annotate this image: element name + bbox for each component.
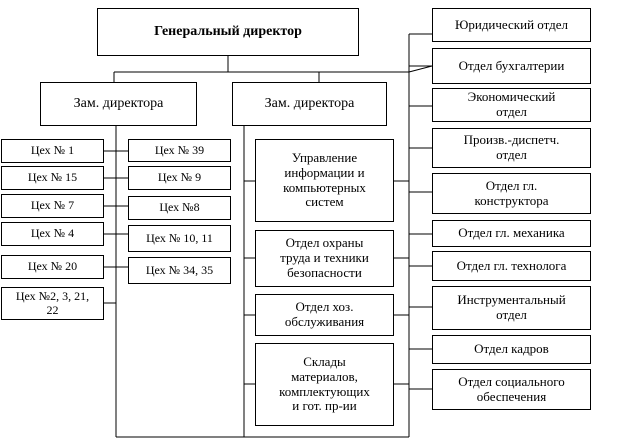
dept-legal: Юридический отдел: [432, 8, 591, 42]
workshop-7: Цех № 7: [1, 194, 104, 218]
workshop-15: Цех № 15: [1, 166, 104, 190]
dept-economic: Экономический отдел: [432, 88, 591, 122]
dept-info-computer-systems: Управление информации и компьютерных систем: [255, 139, 394, 222]
workshop-10-11: Цех № 10, 11: [128, 225, 231, 252]
deputy-director-right: Зам. директора: [232, 82, 387, 126]
workshop-1: Цех № 1: [1, 139, 104, 163]
dept-labor-safety: Отдел охраны труда и техники безопасности: [255, 230, 394, 287]
dept-social-security: Отдел социального обеспечения: [432, 369, 591, 410]
workshop-9: Цех № 9: [128, 166, 231, 190]
dept-chief-technologist: Отдел гл. технолога: [432, 251, 591, 281]
workshop-8: Цех №8: [128, 196, 231, 220]
workshop-34-35: Цех № 34, 35: [128, 257, 231, 284]
dept-tooling: Инструментальный отдел: [432, 286, 591, 330]
dept-warehouses: Склады материалов, комплектующих и гот. пр-ии: [255, 343, 394, 426]
dept-accounting: Отдел бухгалтерии: [432, 48, 591, 84]
dept-hr: Отдел кадров: [432, 335, 591, 364]
ceo-box: Генеральный директор: [97, 8, 359, 56]
dept-chief-mechanic: Отдел гл. механика: [432, 220, 591, 247]
workshop-2-3-21-22: Цех №2, 3, 21, 22: [1, 287, 104, 320]
dept-chief-designer: Отдел гл. конструктора: [432, 173, 591, 214]
connector-line: [409, 66, 432, 72]
dept-maintenance: Отдел хоз. обслуживания: [255, 294, 394, 336]
dept-production-dispatch: Произв.-диспетч. отдел: [432, 128, 591, 168]
deputy-director-left: Зам. директора: [40, 82, 197, 126]
workshop-39: Цех № 39: [128, 139, 231, 162]
workshop-4: Цех № 4: [1, 222, 104, 246]
workshop-20: Цех № 20: [1, 255, 104, 279]
